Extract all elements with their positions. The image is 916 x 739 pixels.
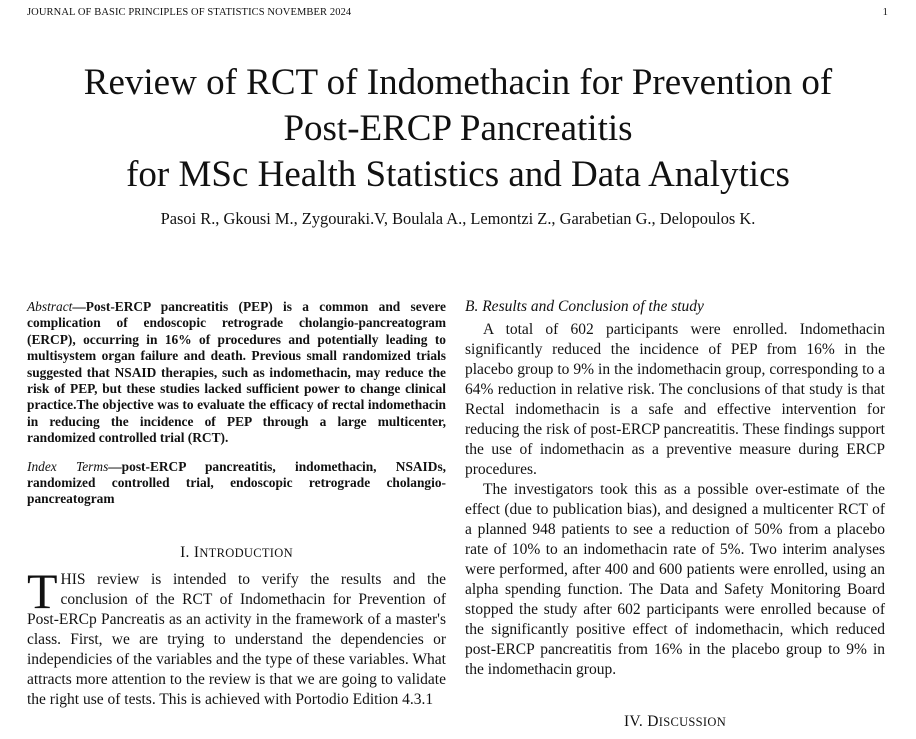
introduction-heading: I. INTRODUCTION: [180, 543, 293, 561]
page-number: 1: [882, 7, 888, 18]
title-line-2: Post-ERCP Pancreatitis: [283, 108, 633, 149]
title-line-1: Review of RCT of Indomethacin for Prevention of: [83, 62, 833, 103]
index-terms-text: —post-ERCP pancreatitis, indomethacin, NSAIDs, randomized controlled trial, endoscopic retrograde cholangio-pancreatogram: [27, 458, 446, 507]
paper-title: [0, 60, 916, 198]
journal-name: JOURNAL OF BASIC PRINCIPLES OF STATISTICS NOVEMBER 2024: [27, 7, 352, 18]
right-column: [465, 297, 885, 739]
running-header: [27, 7, 888, 18]
results-paragraph-1: A total of 602 participants were enrolled. Indomethacin significantly reduced the incidence of PEP from 16% in the placebo group to 9% in the indomethacin group, corresponding to a 64% reduction in relative risk. The conclusions of that study is that Rectal indomethacin is a safe and effective intervention for reducing the risk of post-ERCP pancreatitis. These findings support the use of indomethacin as a preventive measure during ERCP procedures.: [465, 321, 885, 478]
abstract: [27, 299, 446, 447]
author-list: Pasoi R., Gkousi M., Zygouraki.V, Boulala A., Lemontzi Z., Garabetian G., Delopoulos K.: [160, 209, 756, 228]
index-terms: [27, 459, 446, 508]
drop-cap: T: [27, 562, 58, 619]
index-terms-label: Index Terms: [27, 458, 109, 474]
left-column: [27, 299, 446, 710]
results-paragraph-2: The investigators took this as a possible over-estimate of the effect (due to publication bias), and designed a multicenter RCT of a planned 948 patients to see a reduction of 50% from a placebo rate of 10% to an indomethacin rate of 5%. Two interim analyses were performed, after 400 and 600 patients were enrolled, using an alpha spending function. The Data and Safety Monitoring Board stopped the study after 602 participants were enrolled because of the significantly positive effect of indomethacin, which reduced post-ERCP pancreatitis from 16% in the placebo group to 9% in the indomethacin group.: [465, 481, 885, 678]
discussion-heading: IV. DISCUSSION: [623, 713, 727, 730]
results-heading: B. Results and Conclusion of the study: [465, 298, 704, 315]
abstract-text: —Post-ERCP pancreatitis (PEP) is a common and severe complication of endoscopic retrograde cholangio-pancreatogram (ERCP), occurring in 16% of procedures and potentially leading to multisystem organ failure and death. Previous small randomized trials suggested that NSAID therapies, such as indomethacin, may reduce the risk of PEP, but these studies lacked sufficient power to change clinical practice.The objective was to evaluate the efficacy of rectal indomethacin in reducing the incidence of PEP through a large multicenter, randomized controlled trial (RCT).: [27, 299, 446, 446]
introduction-paragraph: [27, 562, 446, 710]
abstract-label: Abstract: [27, 299, 73, 314]
title-line-3: for MSc Health Statistics and Data Analytics: [126, 154, 790, 195]
introduction-text: HIS review is intended to verify the results and the conclusion of the RCT of Indomethacin for Prevention of Post-ERCp Pancreatis as an activity in the framework of a master's class. First, we are trying to understand the dependencies or independicies of the variables and the type of these variables. What attracts more attention to the review is that we are going to validate the right use of tests. This is achieved with Portodio Edition 4.3.1: [27, 570, 446, 708]
